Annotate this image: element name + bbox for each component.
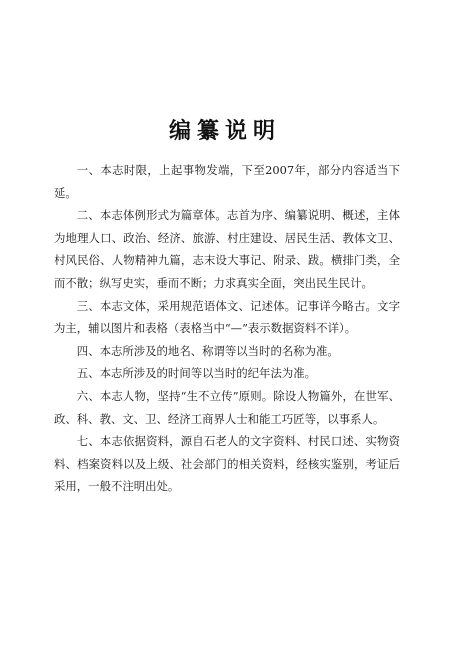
paragraph-2: 二、本志体例形式为篇章体。志首为序、编纂说明、概述，主体为地理人口、政治、经济、旅游、村庄建设、居民生活、教体文卫、村风民俗、人物精神九篇，志末设大事记、附录、跋。横排门类，全而不散；纵写史实，垂而不断；力求真实全面，突出民生民计。 xyxy=(54,208,400,290)
paragraph-1: 一、本志时限，上起事物发端，下至2007年，部分内容适当下延。 xyxy=(54,163,400,200)
document-body xyxy=(54,159,400,498)
paragraph-4: 四、本志所涉及的地名、称谓等以当时的名称为准。 xyxy=(76,343,339,358)
paragraph-5: 五、本志所涉及的时间等以当时的纪年法为准。 xyxy=(76,366,317,381)
page-title: 编纂说明 xyxy=(168,118,281,144)
paragraph-7: 七、本志依据资料，源自石老人的文字资料、村民口述、实物资料、档案资料以及上级、社会部门的相关资料，经核实鉴别，考证后采用，一般不注明出处。 xyxy=(54,434,400,494)
paragraph-6: 六、本志人物，坚持“生不立传”原则。除设人物篇外，在世军、政、科、教、文、卫、经济工商界人士和能工巧匠等，以事系人。 xyxy=(54,388,400,426)
paragraph-3: 三、本志文体，采用规范语体文、记述体。记事详今略古。文字为主，辅以图片和表格（表格当中“—”表示数据资料不详）。 xyxy=(54,298,400,336)
